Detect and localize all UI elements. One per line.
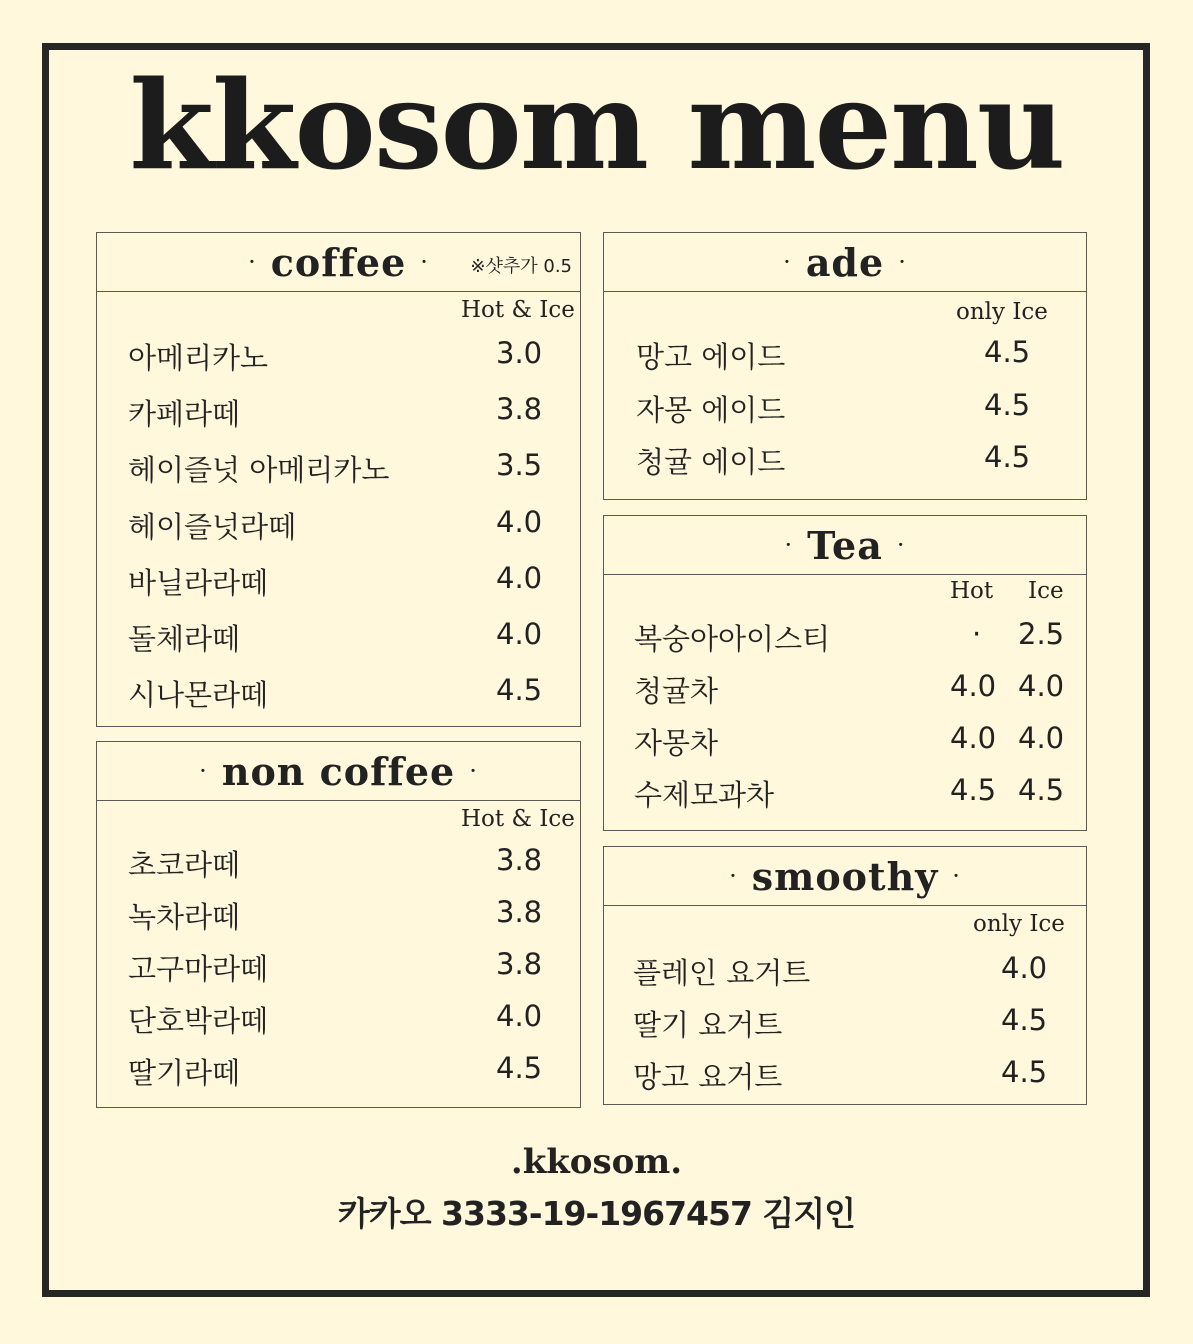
ade-section: [603, 232, 1087, 500]
tea-item-hot-price: 4.0: [950, 721, 997, 755]
noncoffee-row: [97, 999, 580, 1039]
noncoffee-item-name: 녹차라떼: [128, 900, 241, 934]
tea-item-ice-price: 4.0: [1018, 721, 1065, 755]
noncoffee-item-name: 단호박라떼: [128, 1004, 269, 1038]
smoothy-header: · smoothy ·: [604, 847, 1086, 906]
smoothy-item-price: 4.5: [1001, 1055, 1048, 1089]
ade-item-name: 청귤 에이드: [636, 445, 786, 479]
coffee-item-price: 4.0: [496, 504, 543, 539]
noncoffee-row: [97, 947, 580, 987]
tea-section: [603, 515, 1087, 831]
noncoffee-section: [96, 741, 581, 1108]
footer-payment: 카카오 3333-19-1967457 김지인: [337, 1194, 856, 1233]
smoothy-item-price: 4.5: [1001, 1003, 1048, 1037]
coffee-section: [96, 232, 581, 727]
smoothy-item-price: 4.0: [1001, 951, 1048, 985]
coffee-item-price: 3.5: [496, 448, 543, 483]
coffee-item-price: 3.8: [496, 392, 543, 427]
smoothy-heading: smoothy: [751, 853, 939, 899]
noncoffee-item-name: 고구마라떼: [128, 952, 269, 986]
tea-row: [604, 773, 1086, 813]
tea-item-name: 수제모과차: [634, 778, 775, 812]
ade-item-price: 4.5: [984, 335, 1031, 369]
smoothy-row: [604, 1055, 1086, 1095]
coffee-col-header: Hot & Ice: [461, 297, 575, 323]
coffee-heading: coffee: [270, 239, 407, 285]
tea-header: · Tea ·: [604, 516, 1086, 575]
smoothy-section: [603, 846, 1087, 1105]
coffee-row: [97, 336, 580, 376]
coffee-row: [97, 617, 580, 657]
coffee-item-price: 4.0: [496, 560, 543, 595]
tea-item-hot-price: ·: [972, 617, 982, 651]
noncoffee-row: [97, 1051, 580, 1091]
noncoffee-row: [97, 843, 580, 883]
coffee-item-price: 3.0: [496, 336, 543, 370]
coffee-item-name: 돌체라떼: [128, 622, 241, 656]
ade-col-header: only Ice: [956, 299, 1048, 325]
shot-extra-note: ※샷추가 0.5: [470, 256, 572, 277]
noncoffee-item-name: 초코라떼: [128, 848, 241, 882]
noncoffee-item-price: 3.8: [496, 947, 543, 981]
ade-heading: ade: [805, 239, 885, 285]
noncoffee-item-price: 4.0: [496, 999, 543, 1033]
noncoffee-row: [97, 895, 580, 935]
coffee-row: [97, 561, 580, 601]
tea-col-ice: Ice: [1028, 578, 1064, 604]
smoothy-item-name: 망고 요거트: [633, 1060, 783, 1094]
tea-item-hot-price: 4.0: [950, 669, 997, 703]
noncoffee-col-header: Hot & Ice: [461, 806, 575, 832]
ade-row: [604, 388, 1086, 428]
noncoffee-item-price: 4.5: [496, 1051, 543, 1085]
ade-item-name: 자몽 에이드: [636, 392, 786, 427]
noncoffee-item-price: 3.8: [496, 843, 543, 877]
coffee-item-name: 헤이즐넛라떼: [128, 509, 297, 544]
coffee-item-name: 카페라떼: [128, 397, 241, 432]
noncoffee-header: · non coffee ·: [97, 742, 580, 801]
ade-item-name: 망고 에이드: [636, 340, 786, 374]
smoothy-row: [604, 951, 1086, 991]
noncoffee-heading: non coffee: [221, 748, 456, 794]
ade-item-price: 4.5: [984, 440, 1031, 474]
tea-item-ice-price: 2.5: [1018, 617, 1065, 651]
coffee-row: [97, 673, 580, 713]
smoothy-item-name: 플레인 요거트: [633, 956, 811, 990]
footer-brand: .kkosom.: [510, 1142, 683, 1182]
coffee-item-price: 4.5: [496, 673, 543, 708]
ade-header: · ade ·: [604, 233, 1086, 292]
ade-row: [604, 335, 1086, 375]
tea-item-name: 자몽차: [634, 726, 719, 760]
tea-col-hot: Hot: [950, 578, 994, 604]
menu-title: kkosom menu: [129, 53, 1064, 197]
smoothy-row: [604, 1003, 1086, 1043]
ade-row: [604, 440, 1086, 480]
coffee-row: [97, 392, 580, 432]
tea-item-name: 청귤차: [634, 674, 719, 708]
tea-heading: Tea: [807, 522, 883, 568]
tea-row: [604, 721, 1086, 761]
noncoffee-item-name: 딸기라떼: [128, 1056, 241, 1090]
tea-item-ice-price: 4.0: [1018, 669, 1065, 703]
tea-item-name: 복숭아아이스티: [634, 622, 831, 656]
coffee-item-name: 시나몬라떼: [128, 678, 269, 713]
tea-item-hot-price: 4.5: [950, 773, 997, 807]
coffee-item-name: 아메리카노: [128, 341, 269, 375]
coffee-header: · coffee · ※샷추가 0.5: [97, 233, 580, 292]
tea-item-ice-price: 4.5: [1018, 773, 1065, 807]
coffee-row: [97, 505, 580, 545]
coffee-item-price: 4.0: [496, 617, 543, 651]
coffee-row: [97, 448, 580, 488]
smoothy-col-header: only Ice: [973, 911, 1065, 937]
tea-row: [604, 617, 1086, 657]
noncoffee-item-price: 3.8: [496, 895, 543, 929]
coffee-item-name: 헤이즐넛 아메리카노: [128, 453, 390, 488]
ade-item-price: 4.5: [984, 387, 1031, 422]
coffee-item-name: 바닐라라떼: [128, 565, 269, 600]
smoothy-item-name: 딸기 요거트: [633, 1008, 783, 1042]
tea-row: [604, 669, 1086, 709]
